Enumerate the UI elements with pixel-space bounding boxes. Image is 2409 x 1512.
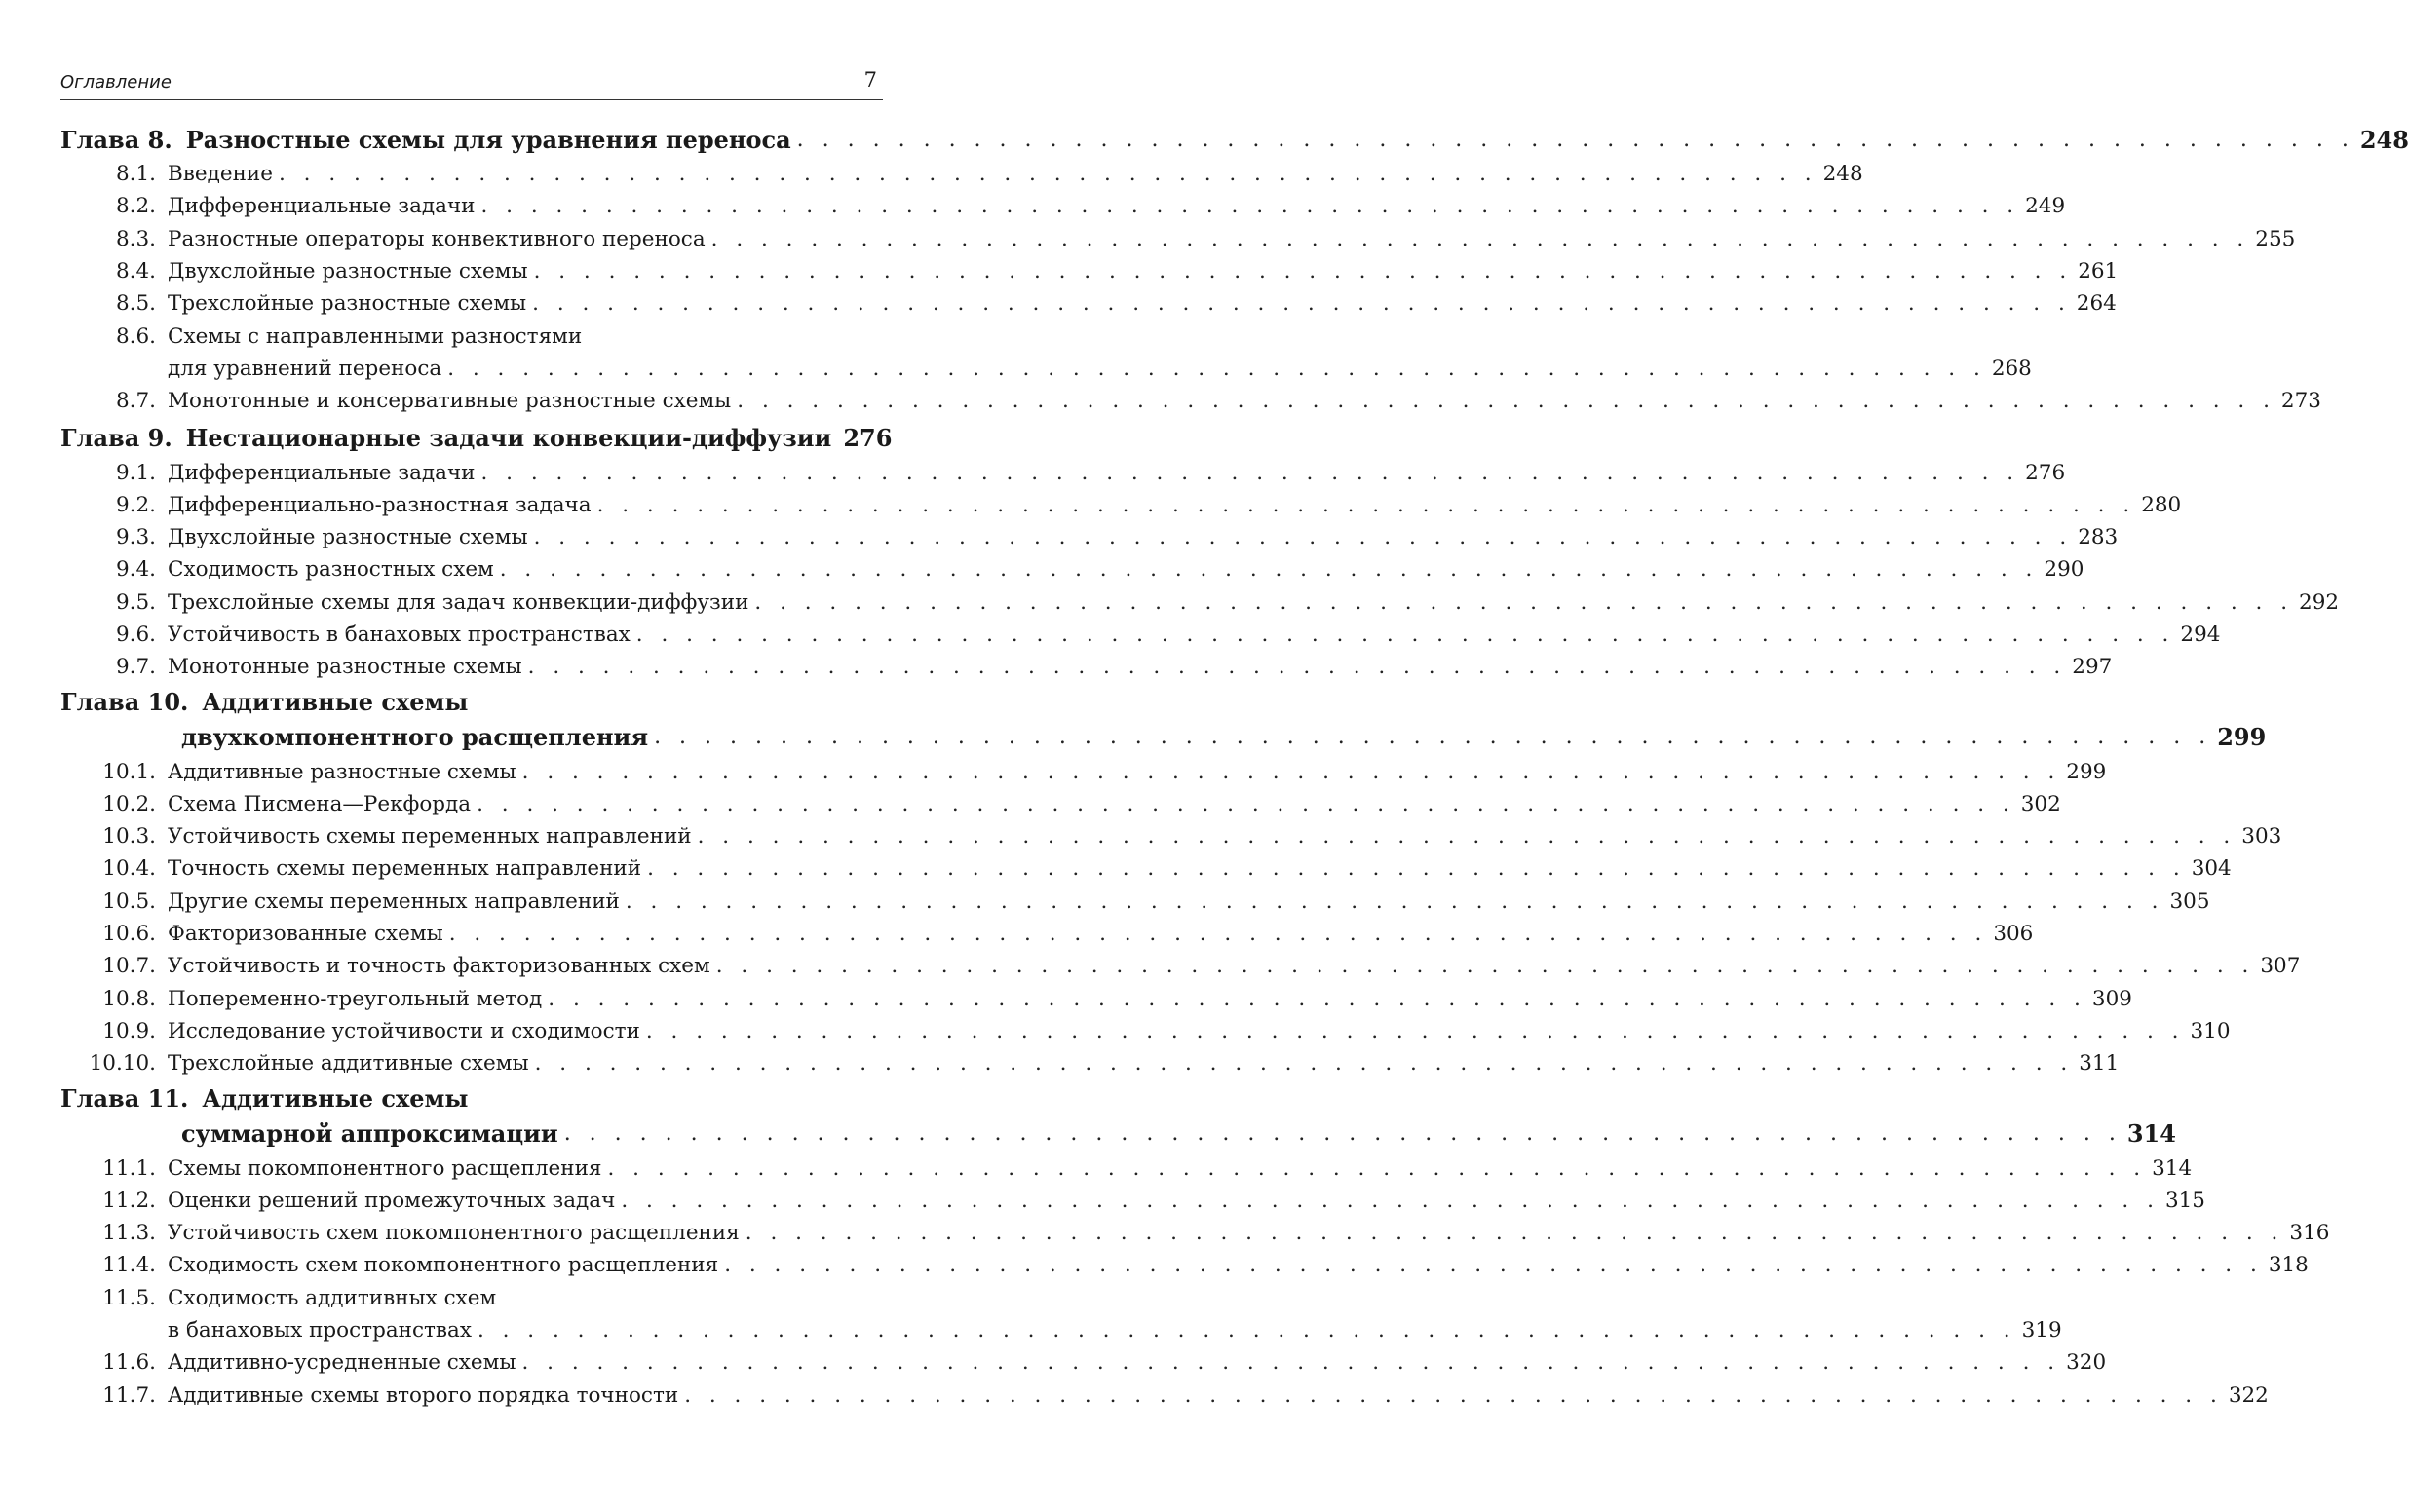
section-page: 322 xyxy=(2228,1382,2269,1408)
section-number: 10.9. xyxy=(102,1018,156,1043)
section-page: 249 xyxy=(2025,194,2066,219)
chapter-title-continued: двухкомпонентного расщепления xyxy=(181,722,649,751)
section-page: 299 xyxy=(2066,759,2107,784)
dot-leader: . . . . . . . . . . . . . . . . . . . . . . . . . . . . . . . . . . . . . . . . . . . . . . . . . . . . . . . . . . . . . . xyxy=(477,791,2015,816)
section-title: Оценки решений промежуточных задач xyxy=(168,1188,616,1213)
section-title: Разностные операторы конвективного переноса xyxy=(168,226,706,251)
toc-entry[interactable] xyxy=(60,553,2084,586)
dot-leader: . . . . . . . . . . . . . . . . . . . . . . . . . . . . . . . . . . . . . . . . . . . . . . . . . . . . . . . . . . . . . . xyxy=(710,226,2250,251)
section-page: 290 xyxy=(2044,557,2084,583)
section-number: 11.2. xyxy=(102,1188,156,1213)
section-number: 11.7. xyxy=(102,1382,156,1408)
section-page: 318 xyxy=(2268,1253,2309,1278)
section-title: Сходимость схем покомпонентного расщепления xyxy=(168,1253,719,1278)
section-title: Монотонные разностные схемы xyxy=(168,655,522,680)
section-page: 292 xyxy=(2299,589,2340,615)
section-title: Сходимость разностных схем xyxy=(168,557,494,583)
dot-leader: . . . . . . . . . . . . . . . . . . . . . . . . . . . . . . . . . . . . . . . . . . . . . . . . . . . . . . . . . . . . . . xyxy=(480,194,2020,219)
section-title-continued: для уравнений переноса xyxy=(168,356,442,381)
toc-entry[interactable] xyxy=(60,983,2132,1015)
section-page: 305 xyxy=(2169,888,2210,914)
running-header xyxy=(60,64,883,100)
dot-leader: . . . . . . . . . . . . . . . . . . . . . . . . . . . . . . . . . . . . . . . . . . . . . . . . . . . . . . . . . . . . . . xyxy=(645,1018,2185,1043)
section-page: 261 xyxy=(2078,259,2119,284)
section-page: 303 xyxy=(2241,824,2282,850)
toc-entry[interactable] xyxy=(60,918,2034,950)
section-page: 276 xyxy=(2025,460,2066,485)
toc-entry[interactable] xyxy=(60,755,2107,787)
toc-entry[interactable] xyxy=(60,1282,884,1314)
chapter-label: Глава 11. xyxy=(60,1083,189,1113)
toc-entry-continued[interactable] xyxy=(60,1314,2062,1346)
chapter-heading-continued[interactable] xyxy=(60,1115,2176,1152)
toc-entry[interactable] xyxy=(60,820,2282,852)
section-number: 8.5. xyxy=(115,291,156,317)
toc-entry[interactable] xyxy=(60,1152,2193,1184)
section-number: 8.1. xyxy=(115,162,156,187)
toc-entry[interactable] xyxy=(60,320,884,352)
toc-entry[interactable] xyxy=(60,950,2301,982)
dot-leader: . . . . . . . . . . . . . . . . . . . . . . . . . . . . . . . . . . . . . . . . . . . . . . . . . . . . . . . . . . . . . . xyxy=(596,492,2136,517)
chapter-heading[interactable] xyxy=(60,419,893,456)
toc-entry[interactable] xyxy=(60,255,2119,287)
section-number: 11.4. xyxy=(102,1253,156,1278)
dot-leader: . . . . . . . . . . . . . . . . . . . . . . . . . . . . . . . . . . . . . . . . . . . . . . . . . . . . . . . . . . . . . . xyxy=(647,856,2186,882)
toc-entry[interactable] xyxy=(60,158,1863,190)
section-number: 10.10. xyxy=(89,1051,156,1077)
dot-leader: . . . . . . . . . . . . . . . . . . . . . . . . . . . . . . . . . . . . . . . . . . . . . . . . . . . . . . . . . . . . . . xyxy=(447,356,1986,381)
toc-entry-continued[interactable] xyxy=(60,353,2032,385)
chapter-title: Нестационарные задачи конвекции-диффузии xyxy=(185,423,832,452)
section-title: Дифференциальные задачи xyxy=(168,460,476,485)
section-title: Другие схемы переменных направлений xyxy=(168,888,620,914)
section-page: 311 xyxy=(2079,1051,2120,1077)
section-page: 268 xyxy=(1991,356,2032,381)
chapter-label: Глава 8. xyxy=(60,125,172,154)
toc-entry[interactable] xyxy=(60,456,2066,488)
section-number: 9.5. xyxy=(115,589,156,615)
toc-entry[interactable] xyxy=(60,1346,2107,1379)
toc-entry[interactable] xyxy=(60,586,2340,619)
section-number: 10.5. xyxy=(102,888,156,914)
section-title: Аддитивные разностные схемы xyxy=(168,759,516,784)
section-page: 283 xyxy=(2078,525,2119,550)
dot-leader: . . . . . . . . . . . . . . . . . . . . . . . . . . . . . . . . . . . . . . . . . . . . . . . . . . . . . . . . . . . . . . xyxy=(745,1221,2284,1246)
dot-leader: . . . . . . . . . . . . . . . . . . . . . . . . . . . . . . . . . . . . . . . . . . . . . . . . . . . . . . . . . . . . . . xyxy=(715,954,2255,979)
dot-leader: . . . . . . . . . . . . . . . . . . . . . . . . . . . . . . . . . . . . . . . . . . . . . . . . . . . . . . . . . . . . . . xyxy=(521,759,2061,784)
section-page: 319 xyxy=(2021,1318,2062,1343)
section-title: Дифференциально-разностная задача xyxy=(168,492,592,517)
section-title: Устойчивость и точность факторизованных схем xyxy=(168,954,710,979)
toc-entry[interactable] xyxy=(60,521,2119,553)
chapter-label: Глава 10. xyxy=(60,687,189,716)
toc-entry[interactable] xyxy=(60,287,2117,320)
toc-entry[interactable] xyxy=(60,886,2210,918)
dot-leader: . . . . . . . . . . . . . . . . . . . . . . . . . . . . . . . . . . . . . . . . . . . . . . . . . . . . . . . . . . . . . . xyxy=(527,655,2067,680)
chapter-heading[interactable] xyxy=(60,1081,884,1115)
dot-leader: . . . . . . . . . . . . . . . . . . . . . . . . . . . . . . . . . . . . . . . . . . . . . . . . . . . . . . . . . . . . . . xyxy=(607,1155,2147,1181)
section-page: 320 xyxy=(2066,1350,2107,1376)
section-title: Трехслойные аддитивные схемы xyxy=(168,1051,529,1077)
table-of-contents xyxy=(60,119,2409,1412)
section-page: 306 xyxy=(1993,922,2034,947)
section-number: 9.2. xyxy=(115,492,156,517)
dot-leader: . . . . . . . . . . . . . . . . . . . . . . . . . . . . . . . . . . . . . . . . . . . . . . . . . . . . . . . . . . . . . . xyxy=(448,922,1988,947)
section-number: 10.4. xyxy=(102,856,156,882)
section-number: 8.2. xyxy=(115,194,156,219)
toc-entry[interactable] xyxy=(60,1249,2309,1281)
toc-entry[interactable] xyxy=(60,223,2296,255)
section-number: 10.2. xyxy=(102,791,156,816)
section-page: 314 xyxy=(2152,1155,2193,1181)
section-title: Монотонные и консервативные разностные схемы xyxy=(168,389,732,414)
dot-leader: . . . . . . . . . . . . . . . . . . . . . . . . . . . . . . . . . . . . . . . . . . . . . . . . . . . . . . . . . . . . . . xyxy=(533,259,2073,284)
section-number: 10.8. xyxy=(102,986,156,1011)
section-title: Факторизованные схемы xyxy=(168,922,443,947)
dot-leader: . . . . . . . . . . . . . . . . . . . . . . . . . . . . . . . . . . . . . . . . . . . . . . . . . . . . . . . . . . . . . . xyxy=(684,1382,2223,1408)
section-number: 10.1. xyxy=(102,759,156,784)
dot-leader: . . . . . . . . . . . . . . . . . . . . . . . . . . . . . . . . . . . . . . . . . . . . . . . . . . . . . . . . . . . . . . xyxy=(654,724,2212,749)
section-number: 8.6. xyxy=(115,323,156,349)
dot-leader: . . . . . . . . . . . . . . . . . . . . . . . . . . . . . . . . . . . . . . . . . . . . . . . . . . . . . . . . . . . . . . xyxy=(534,1051,2074,1077)
section-number: 8.3. xyxy=(115,226,156,251)
section-page: 307 xyxy=(2260,954,2301,979)
section-number: 11.1. xyxy=(102,1155,156,1181)
section-title: Устойчивость схем покомпонентного расщепления xyxy=(168,1221,740,1246)
section-title: Схема Писмена—Рекфорда xyxy=(168,791,472,816)
section-title: Устойчивость схемы переменных направлений xyxy=(168,824,692,850)
dot-leader: . . . . . . . . . . . . . . . . . . . . . . . . . . . . . . . . . . . . . . . . . . . . . . . . . . . . . . . . . . . . . . xyxy=(621,1188,2160,1213)
section-number: 10.3. xyxy=(102,824,156,850)
dot-leader: . . . . . . . . . . . . . . . . . . . . . . . . . . . . . . . . . . . . . . . . . . . . . . . . . . . . . . . . . . . . . . xyxy=(796,127,2354,152)
section-number: 11.5. xyxy=(102,1285,156,1310)
dot-leader: . . . . . . . . . . . . . . . . . . . . . . . . . . . . . . . . . . . . . . . . . . . . . . . . . . . . . . . . . . . . . . xyxy=(754,589,2294,615)
chapter-title: Аддитивные схемы xyxy=(202,1083,469,1113)
section-title: Введение xyxy=(168,162,273,187)
section-number: 11.6. xyxy=(102,1350,156,1376)
page-number: 7 xyxy=(863,68,877,92)
toc-entry[interactable] xyxy=(60,1185,2205,1217)
toc-entry[interactable] xyxy=(60,1217,2330,1249)
section-page: 248 xyxy=(1822,162,1863,187)
section-title: Трехслойные схемы для задач конвекции-диффузии xyxy=(168,589,749,615)
section-page: 273 xyxy=(2280,389,2321,414)
chapter-page: 314 xyxy=(2126,1118,2176,1148)
section-number: 10.7. xyxy=(102,954,156,979)
section-title: Аддитивные схемы второго порядка точности xyxy=(168,1382,679,1408)
toc-entry[interactable] xyxy=(60,788,2061,820)
toc-entry[interactable] xyxy=(60,190,2066,222)
section-title: Двухслойные разностные схемы xyxy=(168,259,528,284)
section-page: 302 xyxy=(2020,791,2061,816)
section-number: 9.4. xyxy=(115,557,156,583)
section-number: 8.4. xyxy=(115,259,156,284)
section-title: Попеременно-треугольный метод xyxy=(168,986,543,1011)
section-number: 9.1. xyxy=(115,460,156,485)
section-title: Исследование устойчивости и сходимости xyxy=(168,1018,640,1043)
toc-entry[interactable] xyxy=(60,852,2232,885)
section-title: Точность схемы переменных направлений xyxy=(168,856,642,882)
toc-entry[interactable] xyxy=(60,1380,2269,1412)
dot-leader: . . . . . . . . . . . . . . . . . . . . . . . . . . . . . . . . . . . . . . . . . . . . . . . . . . . . . . . . . . . . . . xyxy=(697,824,2237,850)
section-title: Двухслойные разностные схемы xyxy=(168,525,528,550)
section-page: 294 xyxy=(2180,623,2221,647)
dot-leader: . . . . . . . . . . . . . . . . . . . . . . . . . . . . . . . . . . . . . . . . . . . . . . . . . . . . . . . . . . . . . . xyxy=(737,389,2275,414)
section-title: Схемы с направленными разностями xyxy=(168,323,583,349)
dot-leader: . . . . . . . . . . . . . . . . . . . . . . . . . . . . . . . . . . . . . . . . . . . . . . . . . . . . . . . . . . . . . . xyxy=(563,1120,2122,1146)
toc-entry[interactable] xyxy=(60,1047,2120,1079)
header-title: Оглавление xyxy=(60,72,172,93)
dot-leader: . . . . . . . . . . . . . . . . . . . . . . . . . . . . . . . . . . . . . . . . . . . . . . . . . . . . . . . . . . . . . . xyxy=(635,623,2175,647)
section-page: 310 xyxy=(2190,1018,2231,1043)
section-title-continued: в банаховых пространствах xyxy=(168,1318,472,1343)
chapter-page: 276 xyxy=(843,423,893,452)
section-page: 255 xyxy=(2255,226,2296,251)
dot-leader: . . . . . . . . . . . . . . . . . . . . . . . . . . . . . . . . . . . . . . . . . . . . . . . . . . . . . . . . . . . . . . xyxy=(521,1350,2061,1376)
section-page: 264 xyxy=(2076,291,2117,317)
dot-leader: . . . . . . . . . . . . . . . . . . . . . . . . . . . . . . . . . . . . . . . . . . . . . . . . . . . . . . . . . . . . . . xyxy=(278,162,1817,187)
section-title: Устойчивость в банаховых пространствах xyxy=(168,623,631,647)
dot-leader: . . . . . . . . . . . . . . . . . . . . . . . . . . . . . . . . . . . . . . . . . . . . . . . . . . . . . . . . . . . . . . xyxy=(477,1318,2016,1343)
section-number: 9.7. xyxy=(115,655,156,680)
dot-leader: . . . . . . . . . . . . . . . . . . . . . . . . . . . . . . . . . . . . . . . . . . . . . . . . . . . . . . . . . . . . . . xyxy=(533,525,2073,550)
chapter-title: Аддитивные схемы xyxy=(202,687,469,716)
toc-entry[interactable] xyxy=(60,385,2321,417)
chapter-page: 248 xyxy=(2359,125,2409,154)
section-number: 8.7. xyxy=(115,389,156,414)
section-page: 309 xyxy=(2091,986,2132,1011)
toc-entry[interactable] xyxy=(60,1015,2231,1047)
section-page: 316 xyxy=(2289,1221,2330,1246)
dot-leader: . . . . . . . . . . . . . . . . . . . . . . . . . . . . . . . . . . . . . . . . . . . . . . . . . . . . . . . . . . . . . . xyxy=(532,291,2071,317)
section-page: 304 xyxy=(2191,856,2232,882)
section-number: 9.6. xyxy=(115,623,156,647)
section-title: Трехслойные разностные схемы xyxy=(168,291,527,317)
toc-entry[interactable] xyxy=(60,651,2113,683)
chapter-heading[interactable] xyxy=(60,685,884,718)
section-number: 10.6. xyxy=(102,922,156,947)
chapter-heading-continued[interactable] xyxy=(60,718,2267,755)
section-title: Схемы покомпонентного расщепления xyxy=(168,1155,602,1181)
dot-leader: . . . . . . . . . . . . . . . . . . . . . . . . . . . . . . . . . . . . . . . . . . . . . . . . . . . . . . . . . . . . . . xyxy=(480,460,2020,485)
section-page: 280 xyxy=(2141,492,2182,517)
dot-leader: . . . . . . . . . . . . . . . . . . . . . . . . . . . . . . . . . . . . . . . . . . . . . . . . . . . . . . . . . . . . . . xyxy=(724,1253,2263,1278)
dot-leader: . . . . . . . . . . . . . . . . . . . . . . . . . . . . . . . . . . . . . . . . . . . . . . . . . . . . . . . . . . . . . . xyxy=(625,888,2164,914)
section-page: 315 xyxy=(2164,1188,2205,1213)
section-title: Аддитивно-усредненные схемы xyxy=(168,1350,516,1376)
section-page: 297 xyxy=(2072,655,2113,680)
dot-leader: . . . . . . . . . . . . . . . . . . . . . . . . . . . . . . . . . . . . . . . . . . . . . . . . . . . . . . . . . . . . . . xyxy=(499,557,2039,583)
section-title: Сходимость аддитивных схем xyxy=(168,1285,497,1310)
chapter-label: Глава 9. xyxy=(60,423,172,452)
dot-leader: . . . . . . . . . . . . . . . . . . . . . . . . . . . . . . . . . . . . . . . . . . . . . . . . . . . . . . . . . . . . . . xyxy=(548,986,2086,1011)
toc-entry[interactable] xyxy=(60,489,2182,521)
section-number: 11.3. xyxy=(102,1221,156,1246)
chapter-heading[interactable] xyxy=(60,121,2409,158)
section-title: Дифференциальные задачи xyxy=(168,194,476,219)
section-number: 9.3. xyxy=(115,525,156,550)
chapter-page: 299 xyxy=(2217,722,2267,751)
toc-entry[interactable] xyxy=(60,619,2221,651)
chapter-title: Разностные схемы для уравнения переноса xyxy=(185,125,791,154)
chapter-title-continued: суммарной аппроксимации xyxy=(181,1118,558,1148)
